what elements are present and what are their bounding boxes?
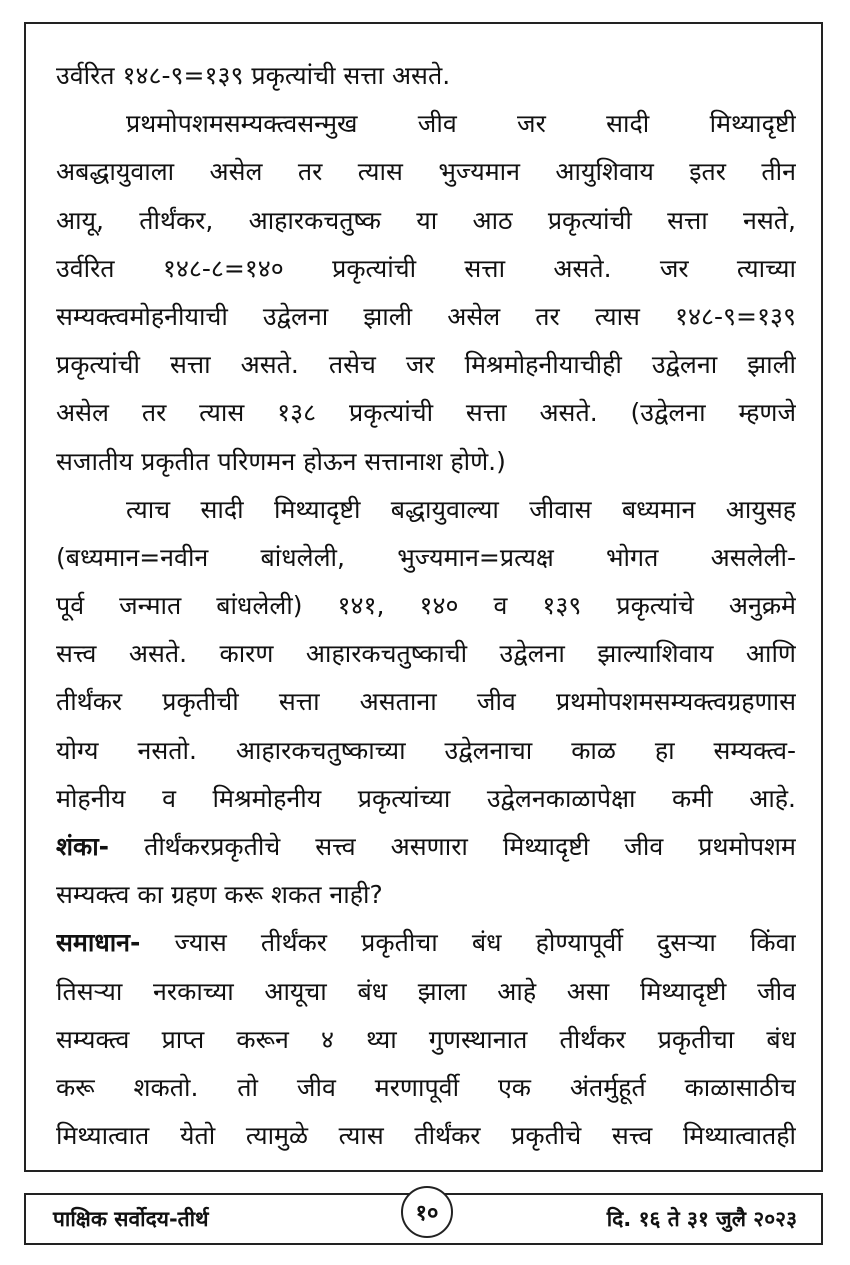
text-line-19: ज्यास तीर्थंकर प्रकृतीचा बंध होण्यापूर्वी दुसऱ्या किंवा [174, 928, 796, 958]
samadhan-label: समाधान- [56, 928, 141, 958]
text-line-5: उर्वरित १४८-८=१४० प्रकृत्यांची सत्ता असते. जर त्याच्या [56, 253, 796, 283]
text-line-9: सजातीय प्रकृतीत परिणमन होऊन सत्तानाश होणे.) [56, 446, 506, 476]
text-line-12: पूर्व जन्मात बांधलेली) १४१, १४० व १३९ प्रकृत्यांचे अनुक्रमे [56, 591, 796, 621]
page-number: १० [401, 1186, 453, 1238]
text-line-10: त्याच सादी मिथ्यादृष्टी बद्धायुवाल्या जीवास बध्यमान आयुसह [126, 494, 796, 524]
text-line-18: सम्यक्त्व का ग्रहण करू शकत नाही? [56, 880, 383, 910]
text-line-17: तीर्थंकरप्रकृतीचे सत्त्व असणारा मिथ्यादृष्टी जीव प्रथमोपशम [144, 832, 796, 861]
text-line-20: तिसऱ्या नरकाच्या आयूचा बंध झाला आहे असा मिथ्यादृष्टी जीव [56, 976, 796, 1006]
text-line-11: (बध्यमान=नवीन बांधलेली, भुज्यमान=प्रत्यक्ष भोगत असलेली- [56, 542, 796, 572]
shanka-label: शंका- [56, 832, 110, 861]
text-line-13: सत्त्व असते. कारण आहारकचतुष्काची उद्वेलना झाल्याशिवाय आणि [56, 639, 796, 669]
text-line-2: प्रथमोपशमसम्यक्त्वसन्मुख जीव जर सादी मिथ्यादृष्टी [126, 109, 796, 139]
text-line-14: तीर्थंकर प्रकृतीची सत्ता असताना जीव प्रथमोपशमसम्यक्त्वग्रहणास [56, 687, 796, 717]
text-line-7: प्रकृत्यांची सत्ता असते. तसेच जर मिश्रमोहनीयाचीही उद्वेलना झाली [56, 350, 796, 380]
text-line-6: सम्यक्त्वमोहनीयाची उद्वेलना झाली असेल तर त्यास १४८-९=१३९ [56, 301, 796, 331]
text-line-23: मिथ्यात्वात येतो त्यामुळे त्यास तीर्थंकर प्रकृतीचे सत्त्व मिथ्यात्वातही [56, 1121, 796, 1151]
text-line-4: आयू, तीर्थंकर, आहारकचतुष्क या आठ प्रकृत्यांची सत्ता नसते, [56, 205, 796, 235]
body-text [56, 52, 796, 1160]
issue-date: दि. १६ ते ३१ जुलै २०२३ [606, 1207, 797, 1231]
page-footer [24, 1193, 823, 1245]
shanka-line [56, 823, 796, 871]
text-line-22: करू शकतो. तो जीव मरणापूर्वी एक अंतर्मुहूर्त काळासाठीच [56, 1072, 796, 1102]
text-line-8: असेल तर त्यास १३८ प्रकृत्यांची सत्ता असते. (उद्वेलना म्हणजे [56, 398, 796, 428]
text-line-21: सम्यक्त्व प्राप्त करून ४ थ्या गुणस्थानात तीर्थंकर प्रकृतीचा बंध [56, 1024, 796, 1054]
page-content-frame [24, 22, 823, 1172]
text-line-15: योग्य नसतो. आहारकचतुष्काच्या उद्वेलनाचा काळ हा सम्यक्त्व- [56, 735, 796, 765]
samadhan-line [56, 919, 796, 967]
text-line-1: उर्वरित १४८-९=१३९ प्रकृत्यांची सत्ता असते. [56, 61, 451, 90]
text-line-16: मोहनीय व मिश्रमोहनीय प्रकृत्यांच्या उद्वेलनकाळापेक्षा कमी आहे. [56, 783, 796, 813]
publication-name: पाक्षिक सर्वोदय-तीर्थ [53, 1207, 209, 1231]
text-line-3: अबद्धायुवाला असेल तर त्यास भुज्यमान आयुशिवाय इतर तीन [56, 157, 796, 187]
